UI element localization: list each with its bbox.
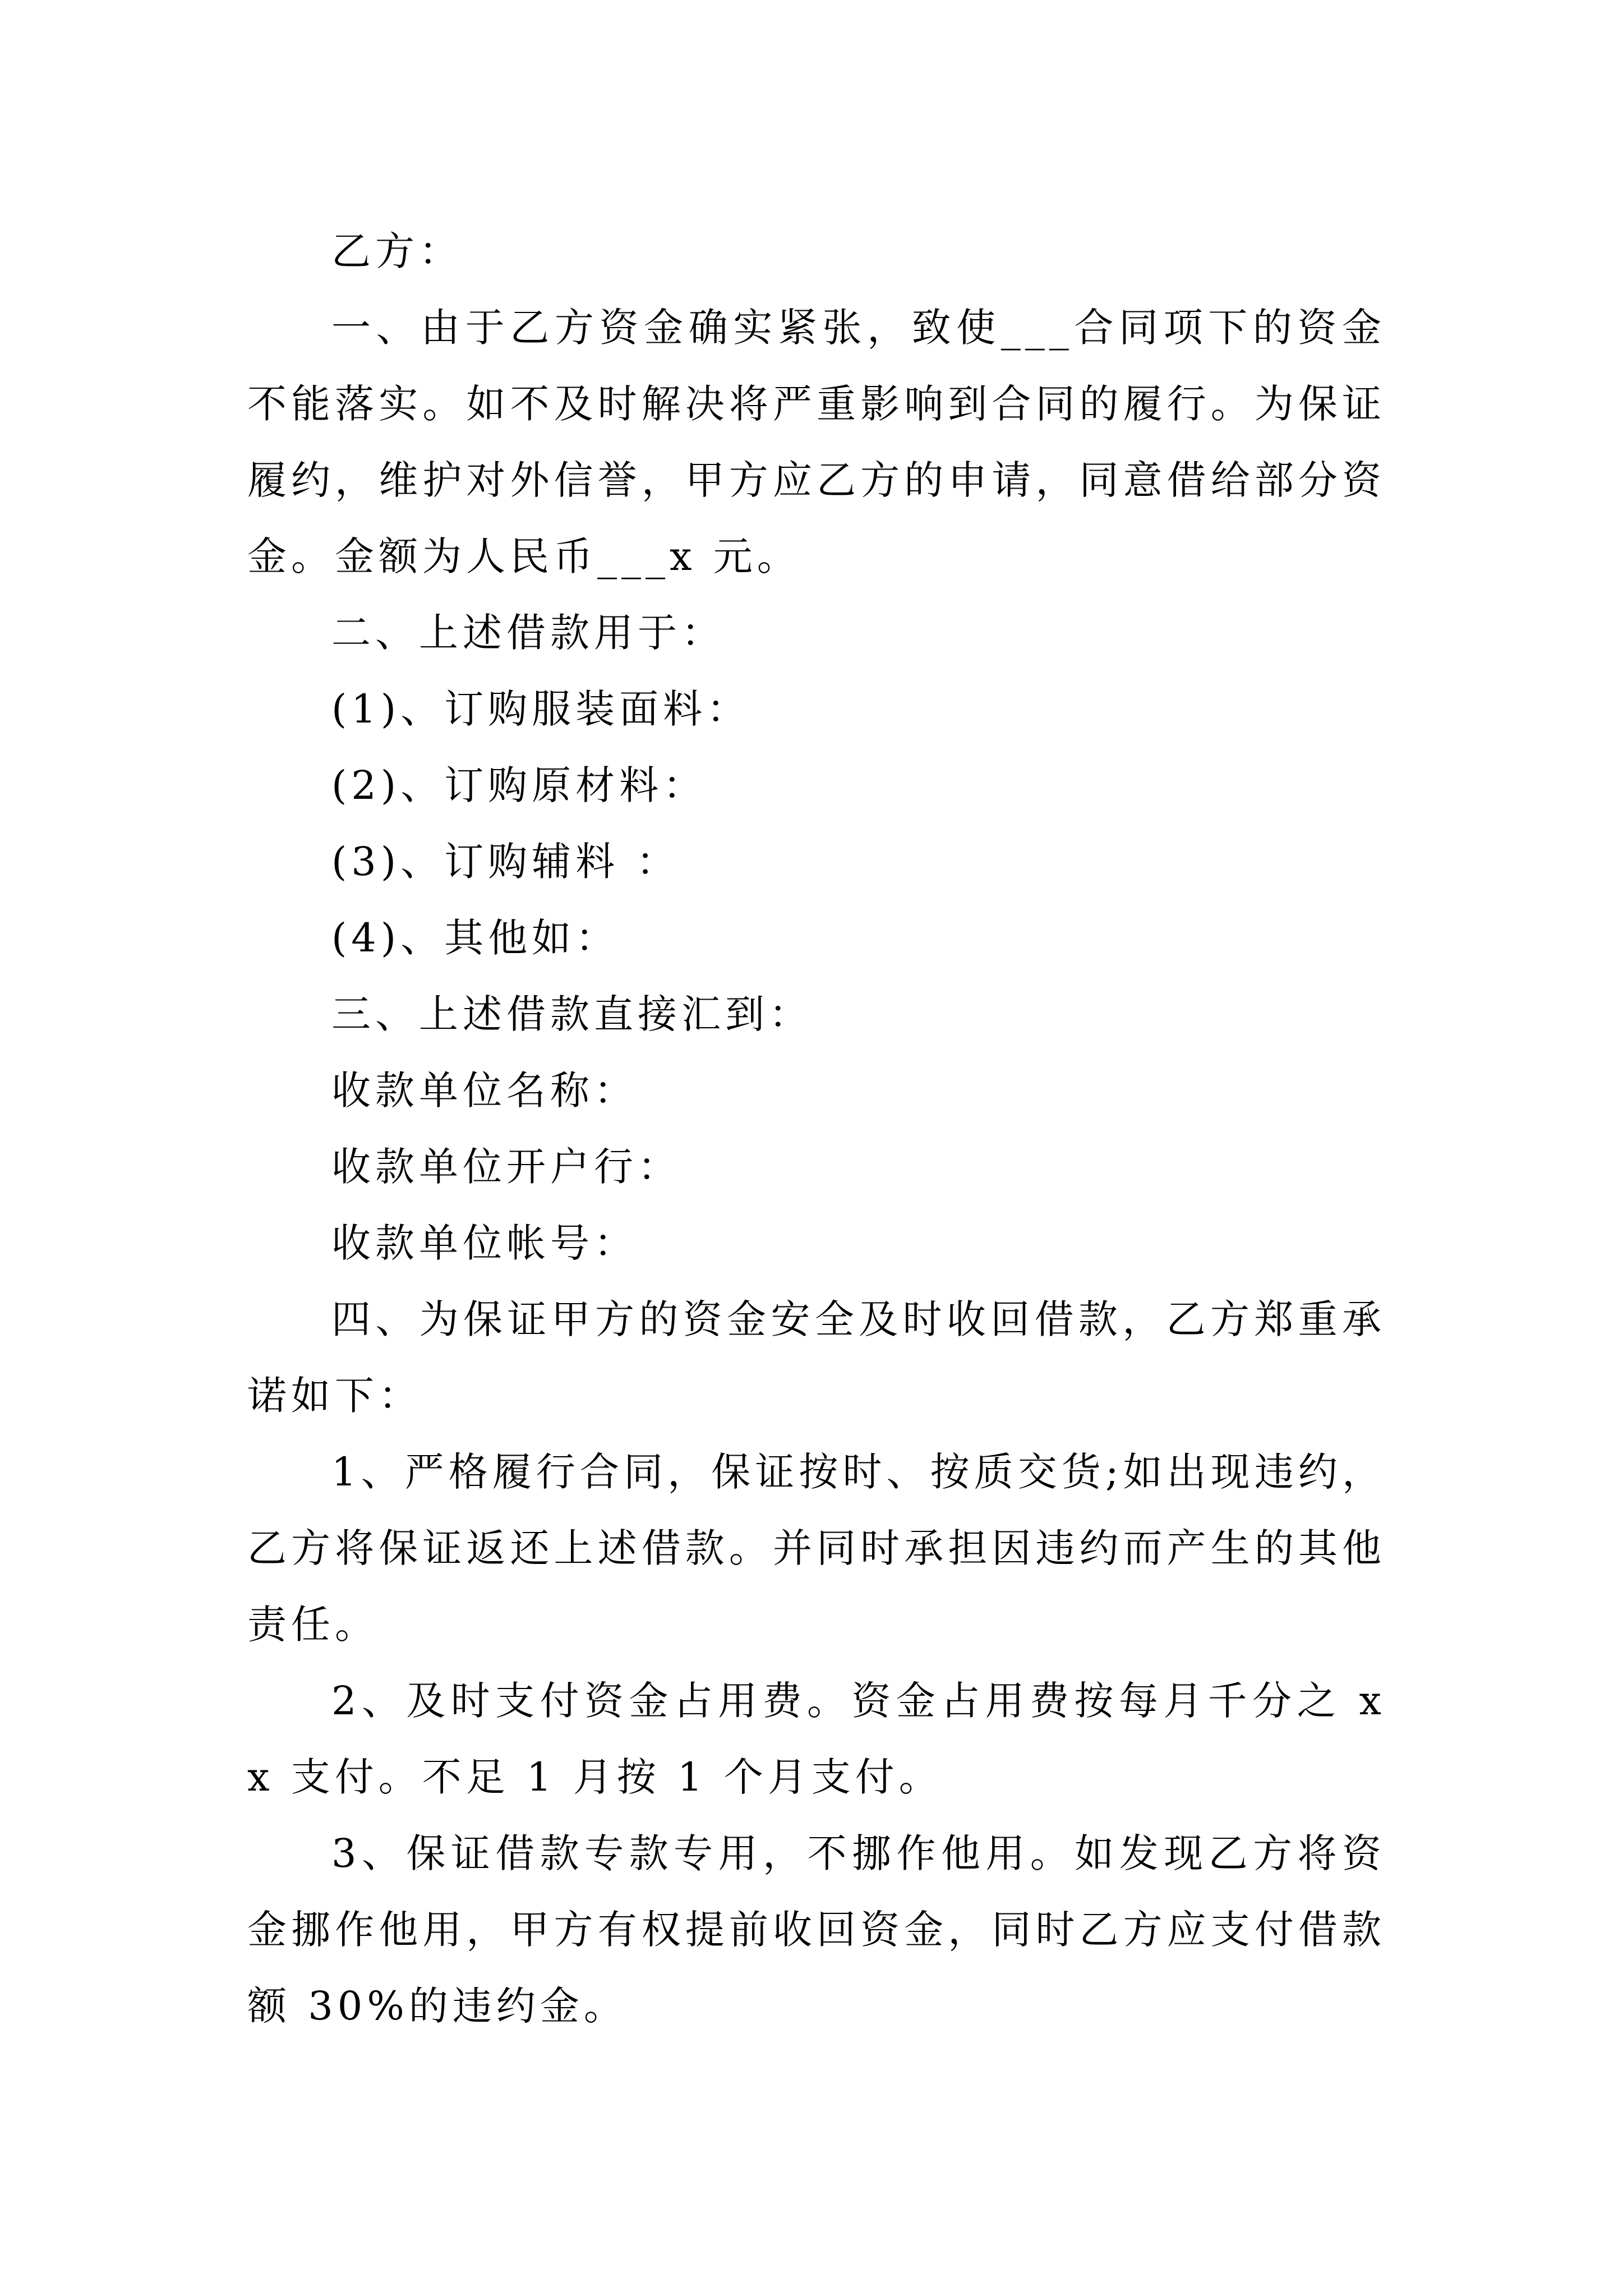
document-body	[247, 213, 1403, 2044]
payee-bank-line: 收款单位开户行：	[331, 1144, 681, 1190]
payee-account-line: 收款单位帐号：	[331, 1220, 638, 1266]
clause-4-paragraph: 四、为保证甲方的资金安全及时收回借款，乙方郑重承诺如下：	[247, 1296, 1386, 1419]
clause-2-heading: 二、上述借款用于：	[331, 610, 725, 656]
promise-2-paragraph: 2、及时支付资金占用费。资金占用费按每月千分之 x x 支付。不足 1 月按 1 个月支付。	[247, 1678, 1403, 1800]
promise-1-paragraph: 1、严格履行合同，保证按时、按质交货;如出现违约，乙方将保证返还上述借款。并同时承担因违约而产生的其他责任。	[247, 1449, 1386, 1648]
clause-2-item-3: (3)、订购辅料 ：	[331, 839, 680, 885]
promise-3-paragraph: 3、保证借款专款专用，不挪作他用。如发现乙方将资金挪作他用，甲方有权提前收回资金，同时乙方应支付借款额 30%的违约金。	[247, 1830, 1386, 2029]
clause-3-heading: 三、上述借款直接汇到：	[331, 991, 813, 1037]
party-b-label: 乙方：	[331, 228, 463, 274]
payee-name-line: 收款单位名称：	[331, 1068, 638, 1114]
clause-2-item-1: (1)、订购服装面料：	[331, 686, 751, 732]
clause-1-paragraph: 一、由于乙方资金确实紧张，致使___合同项下的资金不能落实。如不及时解决将严重影响到合同的履行。为保证履约，维护对外信誉，甲方应乙方的申请，同意借给部分资金。金额为人民币___x 元。	[247, 305, 1386, 579]
clause-2-item-4: (4)、其他如：	[331, 915, 620, 961]
clause-2-item-2: (2)、订购原材料：	[331, 762, 707, 808]
